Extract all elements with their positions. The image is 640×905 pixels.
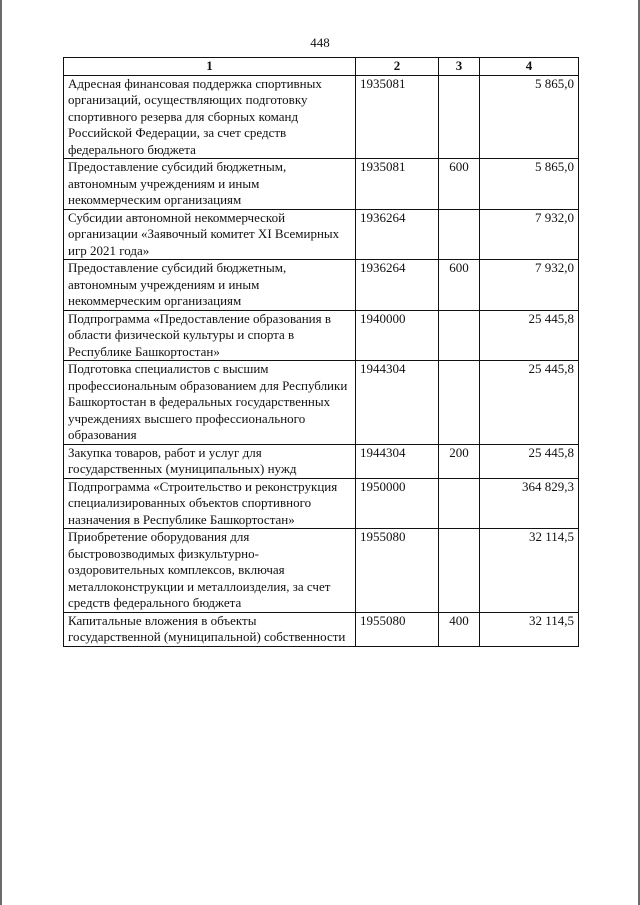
row-name: Подготовка специалистов с высшим профессиональным образованием для Республики Башкортостан в федеральных государственных учреждениях высшего профессионального образования [64, 361, 356, 445]
row-sum: 32 114,5 [480, 529, 579, 613]
row-code: 1940000 [356, 310, 439, 361]
row-name: Субсидии автономной некоммерческой организации «Заявочный комитет XI Всемирных игр 2021 года» [64, 209, 356, 260]
row-name: Адресная финансовая поддержка спортивных организаций, осуществляющих подготовку спортивного резерва для сборных команд Российской Федерации, за счет средств федерального бюджета [64, 75, 356, 159]
row-code: 1944304 [356, 361, 439, 445]
row-type: 600 [439, 159, 480, 210]
row-type [439, 209, 480, 260]
column-header-name: 1 [64, 58, 356, 76]
row-name: Приобретение оборудования для быстровозводимых физкультурно-оздоровительных комплексов, включая металлоконструкции и металлоизделия, за счет средств федерального бюджета [64, 529, 356, 613]
row-sum: 5 865,0 [480, 75, 579, 159]
row-code: 1955080 [356, 529, 439, 613]
row-type [439, 361, 480, 445]
table-header-row [64, 58, 579, 76]
table-row [64, 260, 579, 311]
column-header-type: 3 [439, 58, 480, 76]
page-number: 448 [310, 35, 330, 50]
row-code: 1944304 [356, 444, 439, 478]
row-type: 600 [439, 260, 480, 311]
row-sum: 5 865,0 [480, 159, 579, 210]
row-type [439, 75, 480, 159]
row-name: Закупка товаров, работ и услуг для государственных (муниципальных) нужд [64, 444, 356, 478]
row-sum: 25 445,8 [480, 361, 579, 445]
row-type [439, 478, 480, 529]
row-sum: 25 445,8 [480, 444, 579, 478]
table-row [64, 612, 579, 646]
row-name: Капитальные вложения в объекты государственной (муниципальной) собственности [64, 612, 356, 646]
row-sum: 32 114,5 [480, 612, 579, 646]
row-code: 1935081 [356, 75, 439, 159]
row-code: 1935081 [356, 159, 439, 210]
table-row [64, 444, 579, 478]
row-type [439, 310, 480, 361]
row-code: 1950000 [356, 478, 439, 529]
row-type: 200 [439, 444, 480, 478]
table-row [64, 361, 579, 445]
column-header-code: 2 [356, 58, 439, 76]
row-sum: 7 932,0 [480, 209, 579, 260]
row-type: 400 [439, 612, 480, 646]
scan-edge-left [0, 0, 2, 905]
row-type [439, 529, 480, 613]
row-name: Подпрограмма «Предоставление образования в области физической культуры и спорта в Республике Башкортостан» [64, 310, 356, 361]
row-sum: 25 445,8 [480, 310, 579, 361]
table-row [64, 209, 579, 260]
table-row [64, 529, 579, 613]
budget-table [63, 57, 579, 647]
row-code: 1936264 [356, 260, 439, 311]
row-sum: 7 932,0 [480, 260, 579, 311]
row-code: 1955080 [356, 612, 439, 646]
column-header-sum: 4 [480, 58, 579, 76]
row-name: Предоставление субсидий бюджетным, автономным учреждениям и иным некоммерческим организациям [64, 159, 356, 210]
table-row [64, 310, 579, 361]
row-code: 1936264 [356, 209, 439, 260]
table-row [64, 159, 579, 210]
row-sum: 364 829,3 [480, 478, 579, 529]
row-name: Подпрограмма «Строительство и реконструкция специализированных объектов спортивного назначения в Республике Башкортостан» [64, 478, 356, 529]
table-row [64, 478, 579, 529]
row-name: Предоставление субсидий бюджетным, автономным учреждениям и иным некоммерческим организациям [64, 260, 356, 311]
table-row [64, 75, 579, 159]
